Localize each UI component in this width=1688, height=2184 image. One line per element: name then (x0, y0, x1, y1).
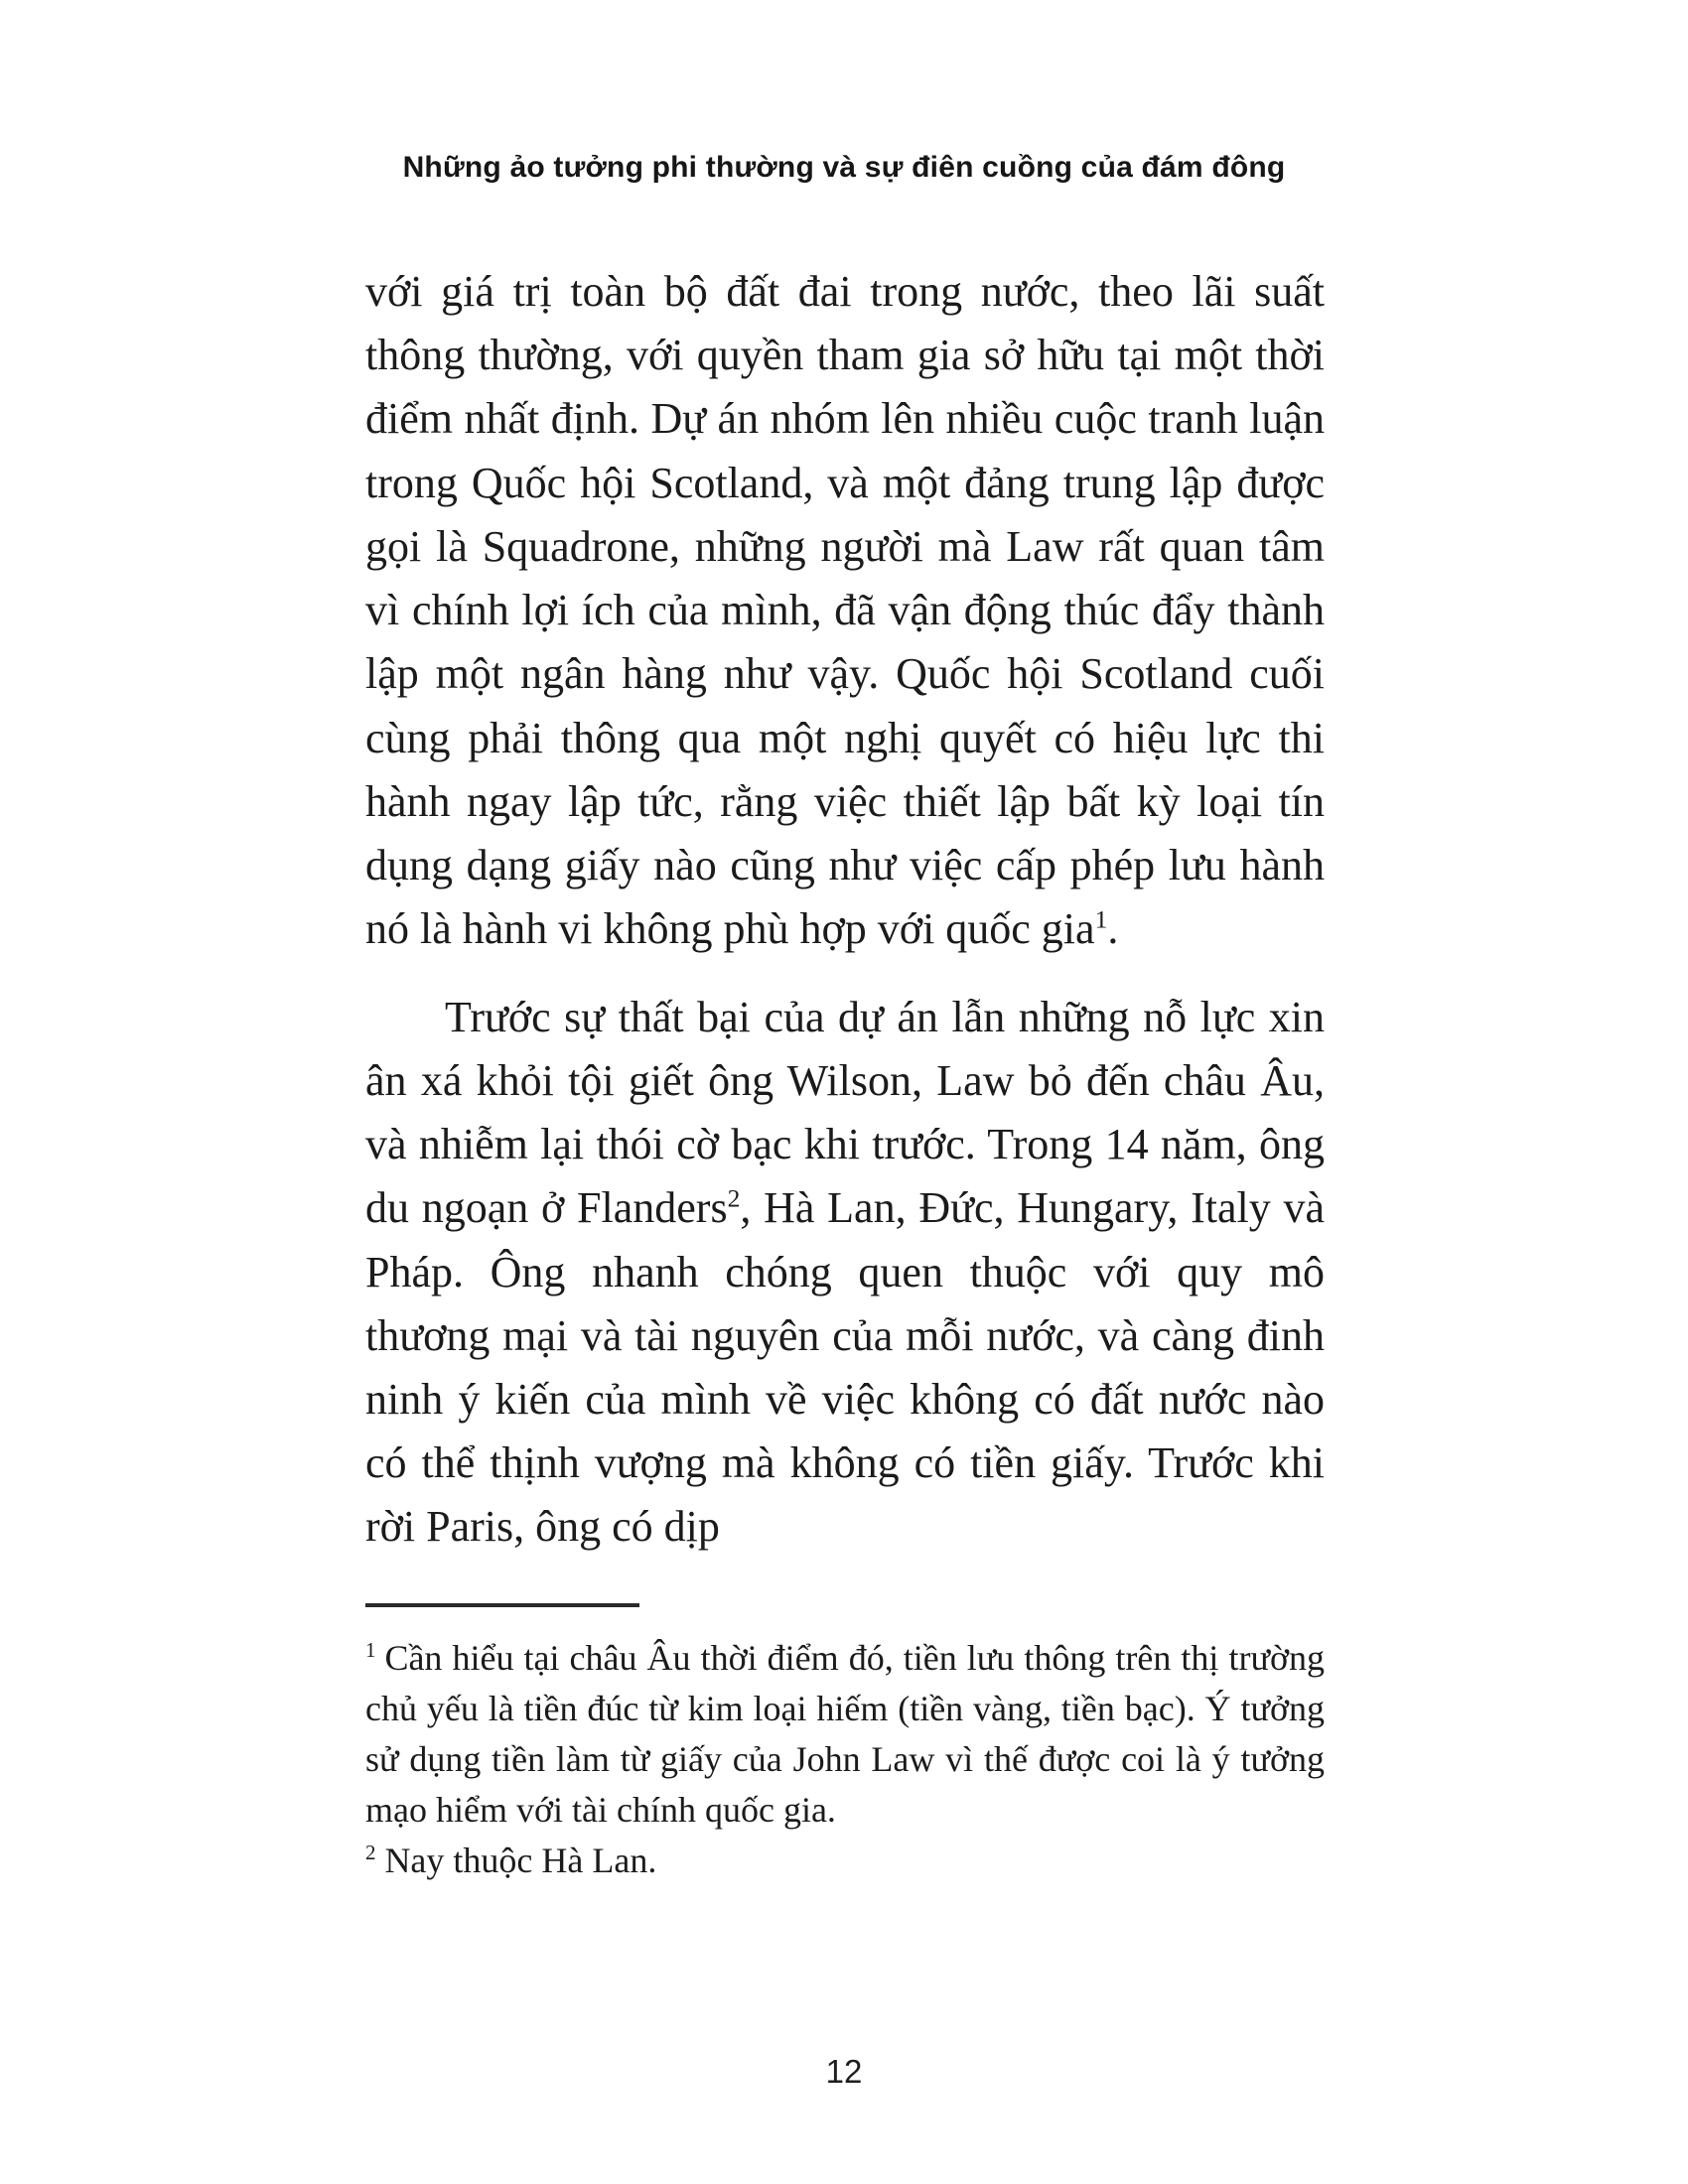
paragraph-1-text: với giá trị toàn bộ đất đai trong nước, theo lãi suất thông thường, với quyền tham gia sở hữu tại một thời điểm nhất định. Dự án nhóm lên nhiều cuộc tranh luận trong Quốc hội Scotland, và một đảng trung lập được gọi là Squadrone, những người mà Law rất quan tâm vì chính lợi ích của mình, đã vận động thúc đẩy thành lập một ngân hàng như vậy. Quốc hội Scotland cuối cùng phải thông qua một nghị quyết có hiệu lực thi hành ngay lập tức, rằng việc thiết lập bất kỳ loại tín dụng dạng giấy nào cũng như việc cấp phép lưu hành nó là hành vi không phù hợp với quốc gia (365, 267, 1325, 954)
paragraph-2 (365, 986, 1325, 1560)
page-content (365, 260, 1325, 1886)
paragraph-2-text-b: , Hà Lan, Đức, Hungary, Italy và Pháp. Ông nhanh chóng quen thuộc với quy mô thương mại và tài nguyên của mỗi nước, và càng đinh ninh ý kiến của mình về việc không có đất nước nào có thể thịnh vượng mà không có tiền giấy. Trước khi rời Paris, ông có dịp (365, 1183, 1326, 1552)
running-header: Những ảo tưởng phi thường và sự điên cuồng của đám đông (402, 151, 1286, 184)
footnote-2-text: Nay thuộc Hà Lan. (384, 1841, 657, 1881)
page-number: 12 (825, 2053, 863, 2090)
footnote-1-marker: 1 (365, 1637, 376, 1662)
footnote-ref-2: 2 (727, 1183, 741, 1213)
paragraph-1-suffix: . (1107, 904, 1119, 954)
footnote-1 (365, 1633, 1325, 1836)
footnote-2-marker: 2 (365, 1841, 376, 1865)
footnote-2 (365, 1836, 1325, 1886)
footnote-ref-1: 1 (1094, 904, 1108, 934)
paragraph-2-text-a: Trước sự thất bại của dự án lẫn những nỗ lực xin ân xá khỏi tội giết ông Wilson, Law bỏ đến châu Âu, và nhiễm lại thói cờ bạc khi trước. Trong 14 năm, ông du ngoạn ở Flanders (365, 992, 1325, 1233)
footnote-1-text: Cần hiểu tại châu Âu thời điểm đó, tiền lưu thông trên thị trường chủ yếu là tiền đúc từ kim loại hiếm (tiền vàng, tiền bạc). Ý tưởng sử dụng tiền làm từ giấy của John Law vì thế được coi là ý tưởng mạo hiểm với tài chính quốc gia. (365, 1637, 1325, 1831)
paragraph-1 (365, 260, 1325, 962)
footnote-separator (365, 1603, 639, 1607)
